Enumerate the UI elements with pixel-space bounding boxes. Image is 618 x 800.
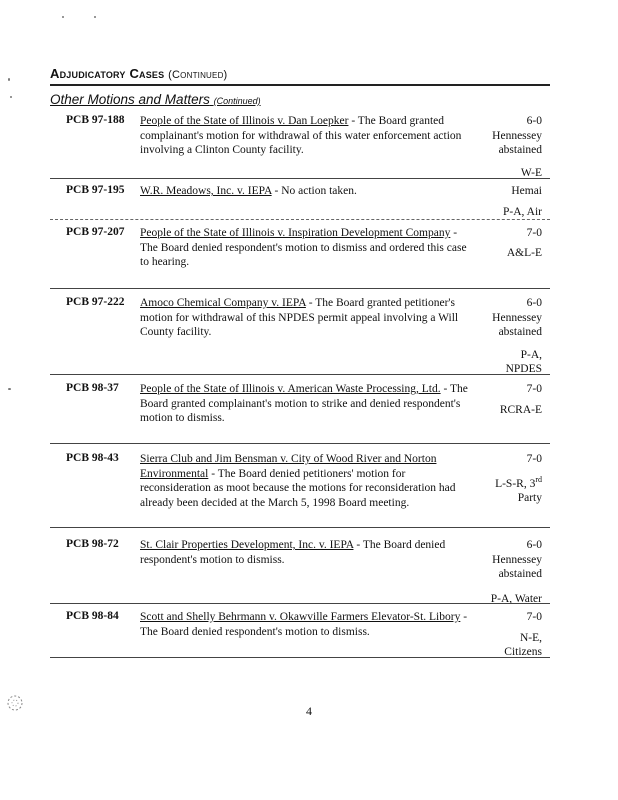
- scan-speck: [10, 96, 12, 98]
- case-number: PCB 97-195: [66, 184, 125, 196]
- case-title: Sierra Club and Jim Bensman v. City of Wood River and Norton Environmental: [140, 453, 437, 480]
- case-text: - No action taken.: [271, 185, 357, 197]
- subsection-heading-continued: (Continued): [213, 96, 261, 106]
- section-heading-continued: (Continued): [168, 69, 228, 81]
- case-category: L-S-R, 3rd: [495, 474, 542, 490]
- vote-line: 6-0: [526, 297, 542, 309]
- case-text: - The Board denied petitioners' motion for reconsideration as moot because the motions for reconsideration had already been decided at the March 5, 1998 Board meeting.: [140, 467, 456, 509]
- case-title: People of the State of Illinois v. American Waste Processing, Ltd.: [140, 383, 441, 395]
- vote-line: abstained: [498, 326, 542, 338]
- subsection-heading: [50, 92, 261, 107]
- vote-line: 7-0: [526, 227, 542, 239]
- section-heading: [50, 66, 227, 81]
- entry-divider: [50, 288, 550, 289]
- case-description: [140, 296, 470, 340]
- case-number: PCB 97-222: [66, 296, 125, 308]
- case-text: - The Board denied respondent's motion to dismiss.: [140, 539, 446, 566]
- scan-speck: [62, 16, 64, 18]
- entry-divider: [50, 374, 550, 375]
- case-category: A&L-E: [506, 246, 542, 259]
- vote-line: Hennessey: [492, 129, 542, 142]
- vote-line: abstained: [498, 144, 542, 156]
- scan-speck: [8, 78, 10, 81]
- vote-line: 6-0: [526, 539, 542, 551]
- case-category: P-A,: [520, 348, 542, 361]
- scan-hole-mark: [4, 692, 26, 714]
- case-category: N-E,: [519, 631, 542, 644]
- case-description: [140, 538, 470, 567]
- case-text: - The Board denied respondent's motion to dismiss.: [140, 611, 468, 638]
- case-number: PCB 98-72: [66, 538, 119, 550]
- case-number: PCB 97-207: [66, 226, 125, 238]
- case-vote: [452, 184, 542, 219]
- case-title: People of the State of Illinois v. Inspiration Development Company: [140, 227, 451, 239]
- vote-line: 7-0: [526, 453, 542, 465]
- case-vote: [452, 296, 542, 377]
- subsection-heading-title: Other Motions and Matters: [50, 92, 210, 107]
- case-text: - The Board granted petitioner's motion for withdrawal of this NPDES permit appeal involving a Will County facility.: [140, 297, 459, 338]
- entry-divider: [50, 657, 550, 658]
- case-category: P-A, Air: [503, 205, 542, 218]
- case-vote: [452, 114, 542, 180]
- case-category: Party: [517, 491, 542, 504]
- page-number: 4: [306, 704, 312, 718]
- case-title: St. Clair Properties Development, Inc. v. IEPA: [140, 539, 354, 551]
- case-description: [140, 226, 470, 270]
- case-category: RCRA-E: [499, 403, 542, 416]
- case-vote: [452, 226, 542, 260]
- case-description: [140, 114, 470, 158]
- case-description: [140, 382, 470, 426]
- case-number: PCB 98-37: [66, 382, 119, 394]
- section-heading-title: Adjudicatory Cases: [50, 66, 165, 81]
- heading-rule: [50, 84, 550, 86]
- case-number: PCB 98-84: [66, 610, 119, 622]
- vote-line: 7-0: [526, 611, 542, 623]
- case-text: - The Board granted complainant's motion to strike and denied respondent's motion to dismiss.: [140, 383, 468, 424]
- case-category: W-E: [520, 166, 542, 179]
- vote-line: Hennessey: [492, 311, 542, 324]
- vote-line: 6-0: [526, 115, 542, 127]
- case-title: W.R. Meadows, Inc. v. IEPA: [140, 185, 272, 197]
- case-description: [140, 452, 470, 510]
- case-title: Amoco Chemical Company v. IEPA: [140, 297, 306, 309]
- case-vote: [452, 538, 542, 606]
- case-category: P-A, Water: [490, 592, 542, 605]
- entry-divider: [50, 219, 550, 220]
- vote-line: Hennessey: [492, 553, 542, 566]
- entry-divider: [50, 443, 550, 444]
- vote-line: Hemai: [511, 185, 542, 197]
- case-title: People of the State of Illinois v. Dan Loepker: [140, 115, 349, 127]
- entry-divider: [50, 527, 550, 528]
- case-vote: [452, 382, 542, 417]
- case-vote: [452, 610, 542, 660]
- case-vote: [452, 452, 542, 505]
- case-title: Scott and Shelly Behrmann v. Okawville Farmers Elevator-St. Libory: [140, 611, 461, 623]
- entry-divider: [50, 178, 550, 179]
- case-description: [140, 184, 470, 199]
- case-number: PCB 97-188: [66, 114, 125, 126]
- case-text: - The Board granted complainant's motion for withdrawal of this water enforcement action involving a Clinton County facility.: [140, 115, 462, 156]
- case-category: Citizens: [504, 646, 542, 658]
- vote-line: 7-0: [526, 383, 542, 395]
- entry-divider: [50, 603, 550, 604]
- case-description: [140, 610, 470, 639]
- vote-line: abstained: [498, 568, 542, 580]
- case-category: NPDES: [505, 363, 542, 375]
- case-text: - The Board denied respondent's motion to dismiss and ordered this case to hearing.: [140, 227, 467, 268]
- case-number: PCB 98-43: [66, 452, 119, 464]
- scan-speck: [94, 16, 96, 18]
- scan-speck: [8, 388, 11, 390]
